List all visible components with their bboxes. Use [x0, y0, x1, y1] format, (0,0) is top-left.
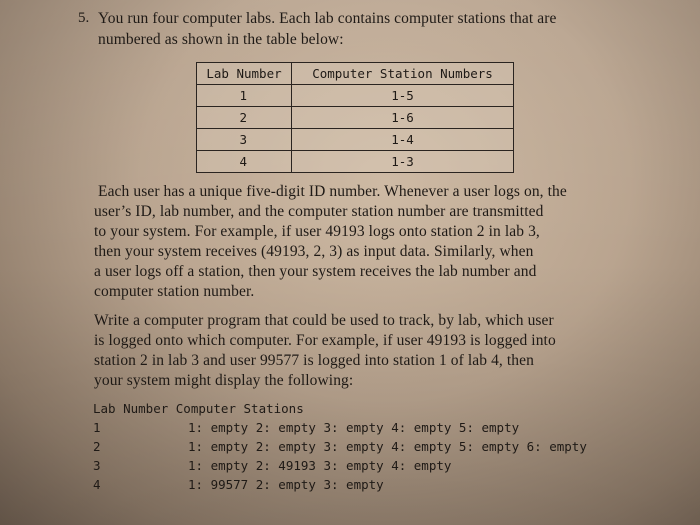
header-lab-number: Lab Number	[197, 63, 292, 85]
paragraph-1-line-1: Each user has a unique five-digit ID number. Whenever a user logs on, the	[98, 183, 567, 200]
question-number: 5.	[78, 10, 90, 26]
output-lab-number: 1	[93, 420, 101, 435]
table-cell-lab: 1	[197, 85, 292, 107]
table-cell-stations: 1-3	[292, 151, 514, 173]
table-cell-lab: 3	[197, 129, 292, 151]
question-prompt-line-1: You run four computer labs. Each lab contains computer stations that are	[98, 10, 557, 27]
table-row	[197, 107, 514, 129]
table-row	[197, 151, 514, 173]
table-cell-stations: 1-4	[292, 129, 514, 151]
paragraph-2-line-4: your system might display the following:	[94, 372, 354, 389]
paragraph-2-line-2: is logged onto which computer. For example, if user 49193 is logged into	[94, 332, 556, 349]
output-stations: 1: empty 2: 49193 3: empty 4: empty	[188, 458, 452, 473]
table-row	[197, 85, 514, 107]
paragraph-1-line-3: to your system. For example, if user 49193 logs onto station 2 in lab 3,	[94, 223, 540, 240]
output-stations: 1: empty 2: empty 3: empty 4: empty 5: empty 6: empty	[188, 439, 587, 454]
question-prompt-line-2: numbered as shown in the table below:	[98, 31, 344, 48]
table-cell-stations: 1-5	[292, 85, 514, 107]
table-header-row	[197, 63, 514, 85]
lab-stations-table	[196, 62, 514, 173]
table-cell-stations: 1-6	[292, 107, 514, 129]
paragraph-1-line-6: computer station number.	[94, 283, 255, 300]
table-cell-lab: 4	[197, 151, 292, 173]
output-lab-number: 3	[93, 458, 101, 473]
header-station-numbers: Computer Station Numbers	[292, 63, 514, 85]
output-lab-number: 4	[93, 477, 101, 492]
output-lab-number: 2	[93, 439, 101, 454]
table-cell-lab: 2	[197, 107, 292, 129]
paragraph-1-line-4: then your system receives (49193, 2, 3) as input data. Similarly, when	[94, 243, 534, 260]
table-row	[197, 129, 514, 151]
paragraph-2-line-1: Write a computer program that could be used to track, by lab, which user	[94, 312, 554, 329]
paragraph-2-line-3: station 2 in lab 3 and user 99577 is logged into station 1 of lab 4, then	[94, 352, 534, 369]
output-stations: 1: empty 2: empty 3: empty 4: empty 5: empty	[188, 420, 520, 435]
paragraph-1-line-2: user’s ID, lab number, and the computer station number are transmitted	[94, 203, 544, 220]
paragraph-1-line-5: a user logs off a station, then your system receives the lab number and	[94, 263, 537, 280]
output-stations: 1: 99577 2: empty 3: empty	[188, 477, 384, 492]
output-header: Lab Number Computer Stations	[93, 401, 304, 416]
